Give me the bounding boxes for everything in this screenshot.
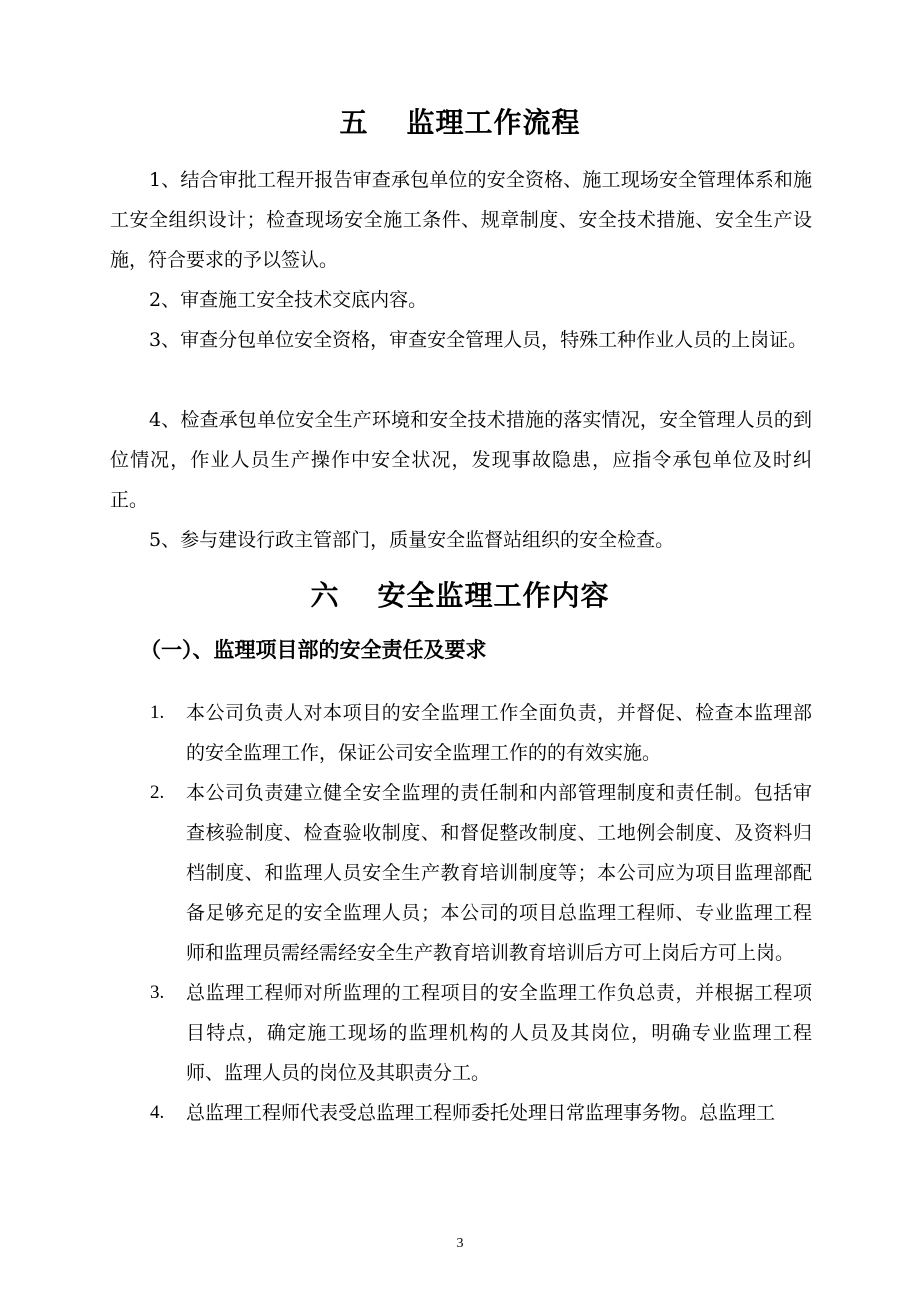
- section-5-paragraph-1: 1、结合审批工程开报告审查承包单位的安全资格、施工现场安全管理体系和施工安全组织设计；检查现场安全施工条件、规章制度、安全技术措施、安全生产设施，符合要求的予以签认。: [110, 169, 812, 271]
- list-item: [150, 973, 812, 1093]
- subsection-heading: （一）、监理项目部的安全责任及要求: [140, 638, 487, 662]
- section-6-title: 安全监理工作内容: [377, 579, 610, 612]
- list-item-number: 4.: [150, 1102, 165, 1123]
- section-5-heading: [0, 103, 920, 143]
- section-5-number: 五: [339, 106, 369, 139]
- list-item-number: 3.: [150, 982, 165, 1003]
- section-6-heading: [0, 576, 920, 616]
- section-5-paragraph-3: 3、审查分包单位安全资格，审查安全管理人员，特殊工种作业人员的上岗证。: [149, 329, 808, 351]
- list-item-text: 总监理工程师对所监理的工程项目的安全监理工作负总责，并根据工程项目特点，确定施工现场的监理机构的人员及其岗位，明确专业监理工程师、监理人员的岗位及其职责分工。: [186, 982, 812, 1084]
- list-item: [150, 693, 812, 773]
- list-item-number: 2.: [150, 782, 165, 803]
- list-item-text: 本公司负责人对本项目的安全监理工作全面负责，并督促、检查本监理部的安全监理工作，保证公司安全监理工作的的有效实施。: [186, 702, 812, 764]
- list-item: [150, 773, 812, 973]
- list-item-text: 总监理工程师代表受总监理工程师委托处理日常监理事务物。总监理工: [186, 1102, 776, 1124]
- section-5-paragraph-4: 4、检查承包单位安全生产环境和安全技术措施的落实情况，安全管理人员的到位情况，作业人员生产操作中安全状况，发现事故隐患，应指令承包单位及时纠正。: [110, 409, 812, 511]
- list-item: [150, 1093, 812, 1133]
- responsibility-list: [150, 693, 812, 1133]
- list-item-number: 1.: [150, 702, 165, 723]
- section-6-number: 六: [310, 579, 340, 612]
- page-number: 3: [456, 1236, 464, 1251]
- section-5-title: 监理工作流程: [406, 106, 581, 139]
- list-item-text: 本公司负责建立健全安全监理的责任制和内部管理制度和责任制。包括审查核验制度、检查验收制度、和督促整改制度、工地例会制度、及资料归档制度、和监理人员安全生产教育培训制度等；本公司应为项目监理部配备足够充足的安全监理人员；本公司的项目总监理工程师、专业监理工程师和监理员需经需经安全生产教育培训教育培训后方可上岗后方可上岗。: [186, 782, 812, 964]
- section-5-paragraph-5: 5、参与建设行政主管部门，质量安全监督站组织的安全检查。: [149, 529, 675, 551]
- section-5-paragraph-2: 2、审查施工安全技术交底内容。: [149, 289, 428, 311]
